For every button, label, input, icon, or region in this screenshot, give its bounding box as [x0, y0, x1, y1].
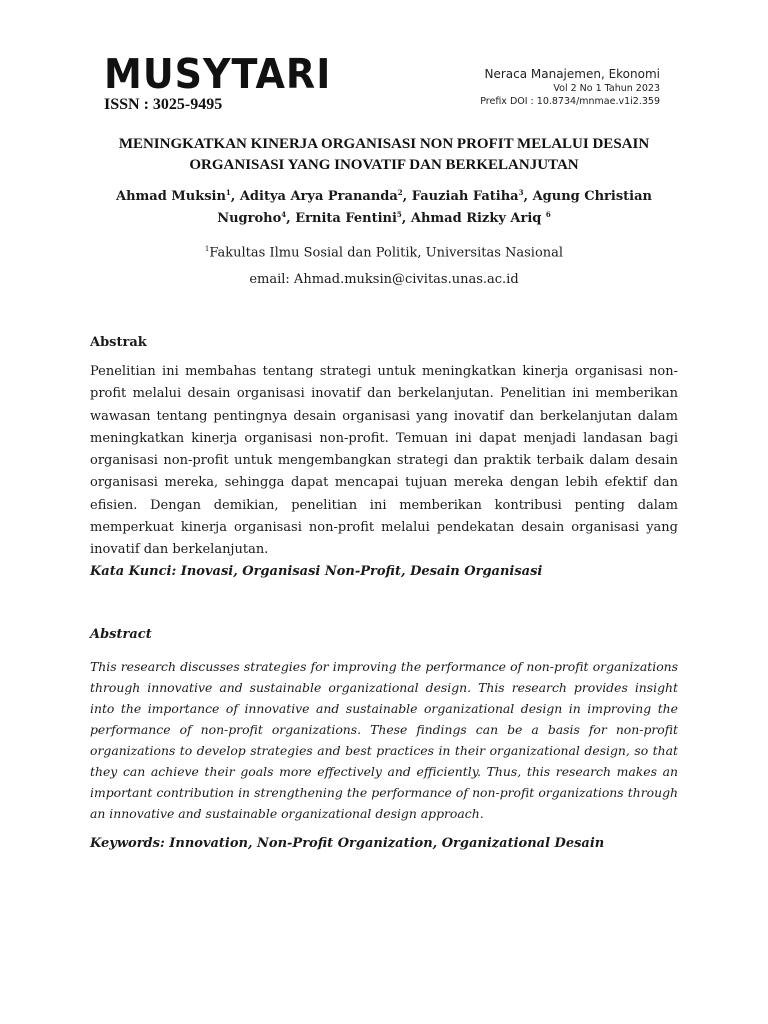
- author-sup: 3: [518, 188, 524, 197]
- kata-kunci: Kata Kunci: Inovasi, Organisasi Non-Profit, Desain Organisasi: [90, 564, 543, 579]
- author-list: Ahmad Muksin$^1$, Aditya Arya Prananda$^2$, Fauziah Fatiha$^3$, Agung Christian Nugroho$^4$, Ernita Fentini$^5$, Ahmad Rizky Ariq $^6$: [116, 188, 652, 226]
- author-sup: 6: [545, 210, 551, 219]
- abstrak-heading: Abstrak: [90, 335, 147, 350]
- journal-doi: Prefix DOI : 10.8734/mnmae.v1i2.359: [480, 96, 660, 107]
- affiliation-sup: 1: [204, 245, 210, 253]
- keywords: Keywords: Innovation, Non-Profit Organization, Organizational Desain: [90, 836, 605, 851]
- journal-logo: MUSYTARI: [104, 50, 332, 98]
- paper-title-line-1: MENINGKATKAN KINERJA ORGANISASI NON PROFIT MELALUI DESAIN: [118, 136, 650, 152]
- author-name: Aditya Arya Prananda: [239, 189, 398, 204]
- issn-number: ISSN : 3025-9495: [104, 96, 223, 113]
- abstract-body: This research discusses strategies for improving the performance of non-profit organizations through innovative and sustainable organizational design. This research provides insight into the importance of innovative and sustainable organizational design in improving the performance of non-profit organizations. These findings can be a basis for non-profit organizations to develop strategies and best practices in their organizational design, so that they can achieve their goals more effectively and efficiently. Thus, this research makes an important contribution in strengthening the performance of non-profit organizations through an innovative and sustainable organizational design approach.: [90, 659, 678, 821]
- affiliation-text: Fakultas Ilmu Sosial dan Politik, Universitas Nasional: [209, 245, 564, 261]
- paper-title: [90, 134, 678, 176]
- author-email: email: Ahmad.muksin@civitas.unas.ac.id: [249, 272, 519, 287]
- author-name: Ernita Fentini: [295, 211, 397, 226]
- author-name: Fauziah Fatiha: [411, 189, 519, 204]
- abstrak-body: Penelitian ini membahas tentang strategi untuk meningkatkan kinerja organisasi non-profit melalui desain organisasi inovatif dan berkelanjutan. Penelitian ini memberikan wawasan tentang pentingnya desain organisasi yang inovatif dan berkelanjutan dalam meningkatkan kinerja organisasi non-profit. Temuan ini dapat menjadi landasan bagi organisasi non-profit untuk mengembangkan strategi dan praktik terbaik dalam desain organisasi mereka, sehingga dapat mencapai tujuan mereka dengan lebih efektif dan efisien. Dengan demikian, penelitian ini memberikan kontribusi penting dalam memperkuat kinerja organisasi non-profit melalui pendekatan desain organisasi yang inovatif dan berkelanjutan.: [90, 364, 678, 558]
- author-sup: 4: [281, 210, 287, 219]
- paper-title-line-2: ORGANISASI YANG INOVATIF DAN BERKELANJUTAN: [189, 157, 579, 173]
- author-sup: 2: [397, 188, 403, 197]
- journal-info: [480, 66, 660, 108]
- journal-subtitle: Neraca Manajemen, Ekonomi: [484, 67, 660, 81]
- author-name: Ahmad Muksin: [116, 189, 226, 204]
- author-name: Ahmad Rizky Ariq: [410, 211, 542, 226]
- author-name: Agung Christian Nugroho: [217, 189, 652, 226]
- abstract-heading: Abstract: [90, 627, 152, 642]
- author-sup: 5: [396, 210, 402, 219]
- journal-volume: Vol 2 No 1 Tahun 2023: [553, 83, 660, 94]
- author-sup: 1: [225, 188, 231, 197]
- affiliation: [90, 240, 678, 262]
